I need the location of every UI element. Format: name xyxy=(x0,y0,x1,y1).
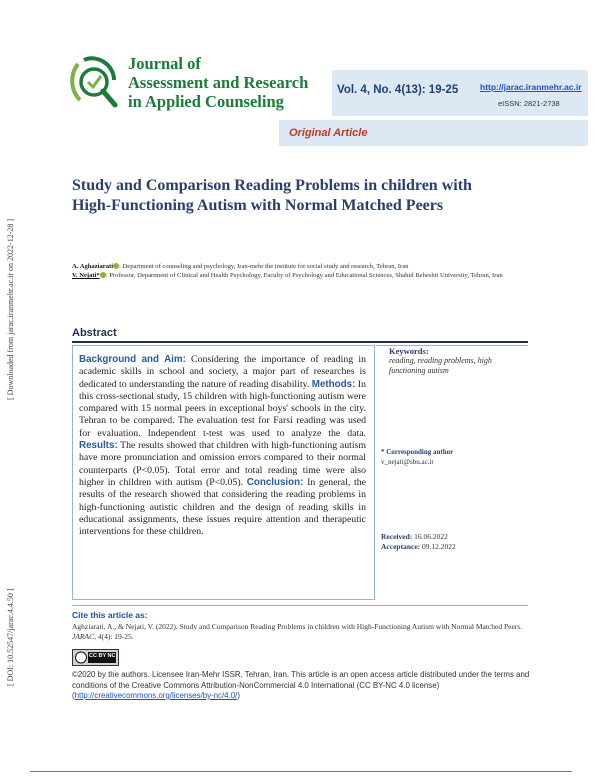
background-text: Considering the importance of reading in academic skills in school and society, a major part of researches is dedicated to understanding the nature of reading disability. xyxy=(79,354,366,390)
citation-part2: , 4(4): 19-25. xyxy=(94,632,134,641)
accepted-value: 09.12.2022 xyxy=(420,542,456,551)
received-date xyxy=(381,532,456,542)
article-type: Original Article xyxy=(289,127,368,139)
cc-license-badge[interactable] xyxy=(72,649,119,666)
sidebar-download-note: [ Downloaded from jarac.iranmehr.ac.ir on 2022-12-28 ] xyxy=(6,218,15,400)
journal-url-link[interactable]: http://jarac.iranmehr.ac.ir xyxy=(480,82,582,92)
abstract-text xyxy=(79,354,366,538)
conclusion-text: In general, the results of the research showed that considering the reading problems in high-functioning autistic children and the design of reading skills in educational assignments, these issues require attention and therapeutic interventions for these children. xyxy=(79,476,366,538)
background-label: Background and Aim: xyxy=(79,354,186,365)
journal-name-line2: Assessment and Research xyxy=(128,73,309,92)
volume-issue: Vol. 4, No. 4(13): 19-25 xyxy=(337,84,459,96)
journal-name-line3: in Applied Counseling xyxy=(128,92,284,111)
methods-label: Methods: xyxy=(311,378,356,390)
citation-part1: Aghziarati, A., & Nejati, V. (2022). Study and Comparison Reading Problems in children with High-Functioning Autism with Normal Matched Peers. xyxy=(72,622,523,631)
sidebar-doi: [ DOI: 10.52547/jarac.4.4.50 ] xyxy=(6,588,15,686)
results-text: The results showed that children with high-functioning autism have more pronunciation and omission errors compared to their normal counterparts (P<0.05). Total error and total reading time were also higher in children with autism (P<0.05). xyxy=(79,440,366,488)
author-1 xyxy=(72,262,528,271)
article-title xyxy=(72,176,532,216)
keywords-heading: Keywords: xyxy=(389,346,429,356)
methods-text: In this cross-sectional study, 15 children with high-functioning autism were compared with 15 normal peers in exceptional boys' schools in the city. Tehran to be compared. The evaluation test for Farsi reading was used for evaluation. Independent t-test was used to analyze the data. xyxy=(79,378,366,439)
journal-name xyxy=(128,54,308,111)
eissn: eISSN: 2821-2738 xyxy=(498,99,560,108)
corresponding-email-link[interactable]: v_nejati@sbu.ac.ir xyxy=(381,458,434,466)
received-label: Received: xyxy=(381,532,413,541)
abstract-rule xyxy=(72,341,528,343)
license-close: ) xyxy=(237,691,240,700)
author-2 xyxy=(72,271,528,280)
footer-rule xyxy=(30,771,572,772)
author-1-affiliation: : Department of counseling and psychology, Iran-mehr the institute for social study and research, Tehran, Iran xyxy=(119,263,409,270)
author-2-name: V. Nejati* xyxy=(72,272,100,279)
author-2-affiliation: : Professor, Department of Clinical and Health Psychology, Faculty of Psychology and Educational Sciences, Shahid Beheshti University, Tehran, Iran xyxy=(105,272,503,279)
citation-journal: JARAC xyxy=(72,632,95,641)
article-title-line1: Study and Comparison Reading Problems in children with xyxy=(72,177,472,194)
cc-badge-text: CC BY NC xyxy=(89,653,116,659)
author-list xyxy=(72,262,528,280)
corresponding-author-heading: * Corresponding author xyxy=(381,448,454,456)
license-text xyxy=(72,670,530,702)
citation-rule xyxy=(72,605,528,606)
article-dates xyxy=(381,532,456,552)
license-body: ©2020 by the authors. Licensee Iran-Mehr ISSR, Tehran, Iran. This article is an open access article distributed under the terms and conditions of the Creative Commons Attribution-NonCommercial 4.0 International (CC BY-NC 4.0 license) ( xyxy=(72,670,530,700)
journal-logo-icon xyxy=(66,56,122,112)
journal-name-line1: Journal of xyxy=(128,54,201,73)
keywords-text: reading, reading problems, high functioning autism xyxy=(389,356,492,375)
conclusion-label: Conclusion: xyxy=(246,476,304,488)
citation-heading: Cite this article as: xyxy=(72,610,148,620)
received-value: 16.06.2022 xyxy=(412,532,448,541)
citation-text xyxy=(72,622,528,642)
results-label: Results: xyxy=(79,440,118,452)
license-link[interactable]: http://creativecommons.org/licenses/by-nc/4.0/ xyxy=(74,691,238,700)
accepted-date xyxy=(381,542,456,552)
author-1-name: A. Aghaziarati xyxy=(72,263,114,270)
abstract-heading: Abstract xyxy=(72,327,117,339)
article-title-line2: High-Functioning Autism with Normal Matched Peers xyxy=(72,197,444,214)
accepted-label: Acceptance: xyxy=(381,542,421,551)
side-info-box xyxy=(376,345,528,599)
